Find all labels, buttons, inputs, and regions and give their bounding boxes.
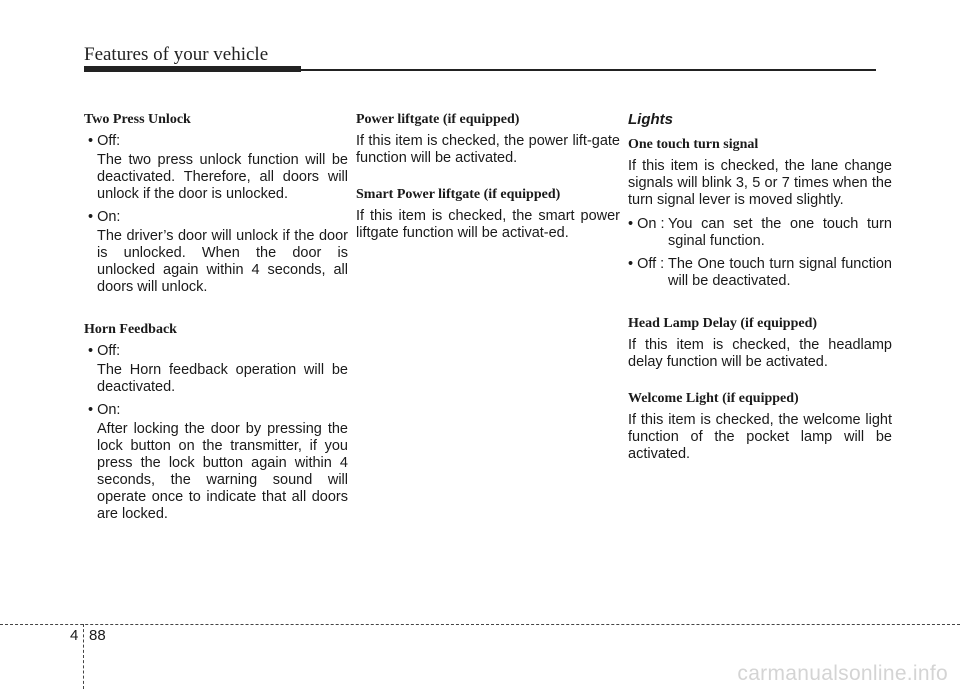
one-touch-on-key: • On : [628,216,664,233]
two-press-off-label: • Off: [84,133,348,150]
header-title: Features of your vehicle [84,44,269,65]
chapter-number: 4 [70,627,79,644]
two-press-off-desc: The two press unlock function will be deactivated. Therefore, all doors will unlock if the door is unlocked. [97,152,348,202]
welcome-light-heading: Welcome Light (if equipped) [628,391,799,406]
horn-on-label: • On: [84,402,348,419]
footer-dashed-divider [83,624,84,689]
welcome-light-text: If this item is checked, the welcome light function of the pocket lamp will be activated. [628,412,892,462]
two-press-on-desc: The driver’s door will unlock if the door is unlocked. When the door is unlocked again within 4 seconds, all doors will unlock. [97,228,348,295]
one-touch-heading: One touch turn signal [628,137,759,152]
head-lamp-heading: Head Lamp Delay (if equipped) [628,316,818,331]
smart-liftgate-heading: Smart Power liftgate (if equipped) [356,187,561,202]
power-liftgate-heading: Power liftgate (if equipped) [356,112,520,127]
one-touch-off-option [628,256,892,290]
two-press-unlock-heading: Two Press Unlock [84,112,191,127]
one-touch-off-key: • Off : [628,256,664,273]
horn-off-desc: The Horn feedback operation will be deactivated. [97,362,348,395]
horn-on-desc: After locking the door by pressing the lock button on the transmitter, if you press the lock button again within 4 seconds, the warning sound will operate once to indicate that all doors are locked. [97,421,348,522]
watermark-text: carmanualsonline.info [737,662,948,685]
one-touch-on-text: You can set the one touch turn sginal function. [668,216,892,249]
one-touch-off-text: The One touch turn signal function will be deactivated. [668,256,892,289]
header-rule-thin [301,69,876,71]
column-left [84,111,348,529]
horn-feedback-heading: Horn Feedback [84,322,177,337]
footer-dashed-rule [0,624,960,625]
lights-section-heading: Lights [628,111,673,128]
one-touch-on-option [628,216,892,250]
page-number: 88 [89,627,106,644]
one-touch-text: If this item is checked, the lane change signals will blink 3, 5 or 7 times when the turn signal lever is moved slightly. [628,158,892,208]
power-liftgate-text: If this item is checked, the power lift-gate function will be activated. [356,133,620,166]
header-rule-thick [84,66,301,72]
horn-off-label: • Off: [84,343,348,360]
column-middle [356,111,620,242]
column-right [628,111,892,463]
smart-liftgate-text: If this item is checked, the smart power liftgate function will be activat-ed. [356,208,620,241]
head-lamp-text: If this item is checked, the headlamp delay function will be activated. [628,337,892,370]
two-press-on-label: • On: [84,209,348,226]
